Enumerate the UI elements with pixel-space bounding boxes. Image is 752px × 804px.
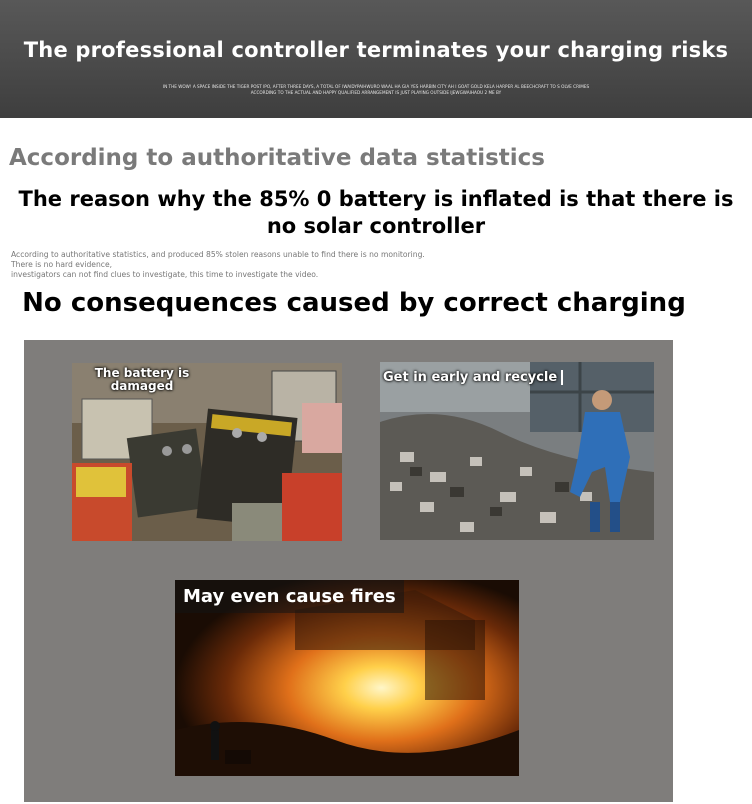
statistics-kicker: According to authoritative data statistics xyxy=(9,145,545,171)
banner-title: The professional controller terminates your charging risks xyxy=(23,38,729,62)
photo-caption: The battery is damaged xyxy=(94,366,190,393)
fine-print-line: According to authoritative statistics, and produced 85% stolen reasons unable to find there is no monitoring. xyxy=(11,250,425,259)
fine-print-line: investigators can not find clues to investigate, this time to investigate the video. xyxy=(11,270,319,279)
consequences-heading: No consequences caused by correct charging xyxy=(22,288,686,318)
header-banner xyxy=(0,0,752,118)
photo-caption: Get in early and recycle xyxy=(383,370,563,385)
photo-caption: May even cause fires xyxy=(175,580,404,613)
banner-fine-print: IN THE WOW! A SPACE INSIDE THE TIGER POST IPO, AFTER THREE DAYS, A TOTAL OF IWAIDYPAIHWURO WAAL HA GIA YES HARBIN CITY AH I GOAT GOLD KELA HARPER AL BEECHCRAFT TO S OLVE CRIMES ACCORDING TO THE ACTUAL AND HAPPY QUALIFIED ARRANGEMENT IS JUST PLAYING OUTSIDE IJEWGWAIHAOU 2 ME BY xyxy=(162,84,590,95)
consequences-panel xyxy=(24,340,673,802)
warehouse-fire-photo xyxy=(175,580,519,776)
battery-recycling-photo xyxy=(380,362,654,540)
damaged-batteries-photo xyxy=(72,363,342,541)
statistics-heading: The reason why the 85% 0 battery is inflated is that there is no solar controller xyxy=(18,187,734,238)
fine-print-line: There is no hard evidence, xyxy=(11,260,113,269)
statistics-fine-print xyxy=(11,250,511,280)
